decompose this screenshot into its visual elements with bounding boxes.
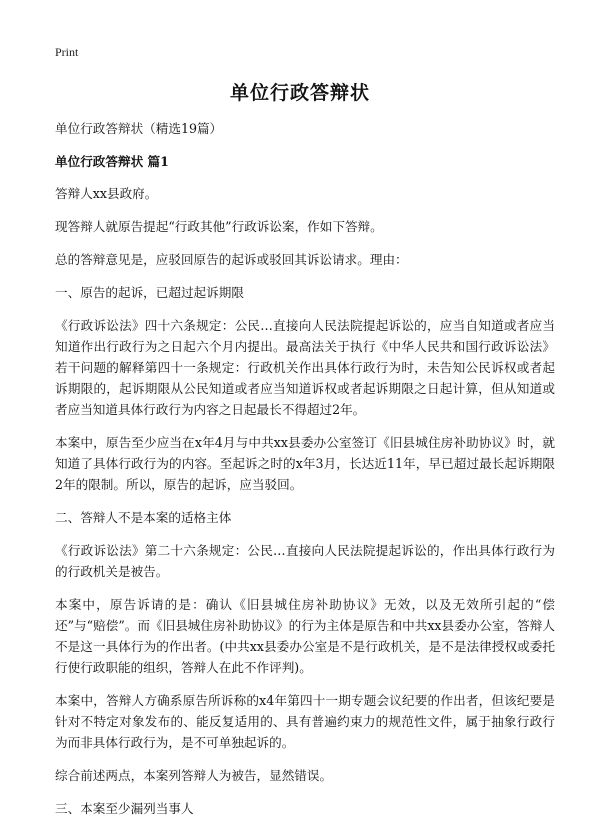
paragraph-meeting-minutes: 本案中，答辩人方确系原告所诉称的x4年第四十一期专题会议纪要的作出者，但该纪要是针对不特定对象发布的、能反复适用的、具有普遍约束力的规范性文件，属于抽象行政行为而非具体行政行为，是不可单独起诉的。 (55, 693, 555, 750)
paragraph-law-26: 《行政诉讼法》第二十六条规定：公民…直接向人民法院提起诉讼的，作出具体行政行为的行政机关是被告。 (55, 543, 555, 579)
document-body (55, 118, 555, 831)
print-link[interactable]: Print (55, 45, 79, 59)
point-heading-3: 三、本案至少漏列当事人 (55, 801, 194, 816)
point-heading-2: 二、答辩人不是本案的适格主体 (55, 510, 232, 525)
paragraph-respondent: 答辩人xx县政府。 (55, 186, 158, 201)
paragraph-case-timeline: 本案中，原告至少应当在x年4月与中共xx县委办公室签订《旧县城住房补助协议》时，就知道了具体行政行为的内容。至起诉之时的x年3月，长达近11年，早已超过最长起诉期限2年的限制。所以，原告的起诉，应当驳回。 (55, 435, 555, 492)
paragraph-claim: 本案中，原告诉请的是：确认《旧县城住房补助协议》无效，以及无效所引起的“偿还”与“赔偿”。而《旧县城住房补助协议》的行为主体是原告和中共xx县委办公室，答辩人不是这一具体行为的作出者。(中共xx县委办公室是不是行政机关，是不是法律授权或委托行使行政职能的组织，答辩人在此不作评判)。 (55, 597, 555, 675)
document-subtitle: 单位行政答辩状（精选19篇） (55, 121, 223, 136)
paragraph-law-46: 《行政诉讼法》四十六条规定：公民…直接向人民法院提起诉讼的，应当自知道或者应当知道作出行政行为之日起六个月内提出。最高法关于执行《中华人民共和国行政诉讼法》若干问题的解释第四十一条规定：行政机关作出具体行政行为时，未告知公民诉权或者起诉期限的，起诉期限从公民知道或者应当知道诉权或者起诉期限之日起计算，但从知道或者应当知道具体行政行为内容之日起最长不得超过2年。 (55, 318, 555, 417)
section-heading: 单位行政答辩状 篇1 (55, 154, 169, 169)
document-title: 单位行政答辩状 (229, 82, 370, 104)
paragraph-intro: 现答辩人就原告提起“行政其他”行政诉讼案，作如下答辩。 (55, 219, 383, 234)
paragraph-summary: 总的答辩意见是，应驳回原告的起诉或驳回其诉讼请求。理由： (55, 252, 408, 267)
point-heading-1: 一、原告的起诉，已超过起诉期限 (55, 285, 244, 300)
paragraph-conclusion: 综合前述两点，本案列答辩人为被告，显然错误。 (55, 768, 333, 783)
